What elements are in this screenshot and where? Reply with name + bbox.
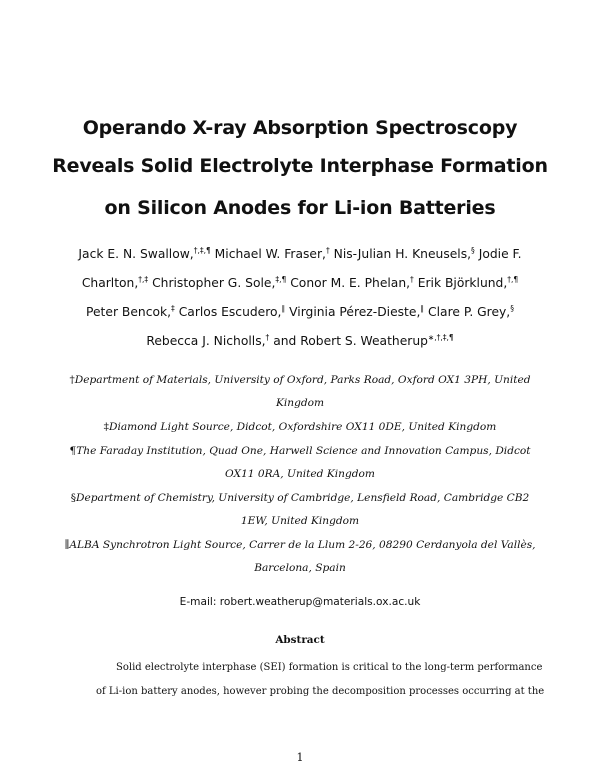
author-marks: ‡,¶ xyxy=(275,275,287,284)
author-marks: § xyxy=(471,246,475,255)
affiliation-mark: † xyxy=(69,374,75,386)
affiliation-text: Department of Chemistry, University of Cambridge, Lensfield Road, Cambridge CB2 xyxy=(76,492,530,504)
affiliation-alba-line-1 xyxy=(40,539,560,551)
author-name: Erik Björklund, xyxy=(417,276,508,290)
authors-line-1 xyxy=(0,246,600,261)
title-line-1: Operando X-ray Absorption Spectroscopy xyxy=(82,117,518,139)
author-name: Virginia Pérez-Dieste, xyxy=(289,305,421,319)
author-marks: † xyxy=(325,246,330,255)
affiliation-faraday-line-1 xyxy=(40,445,560,457)
author-marks: § xyxy=(510,304,514,313)
affiliation-cambridge-line-1 xyxy=(40,492,560,504)
authors-line-3 xyxy=(0,304,600,319)
abstract-heading: Abstract xyxy=(275,634,325,646)
page-number: 1 xyxy=(296,751,304,764)
author-marks: ∥ xyxy=(420,304,425,313)
author-name: and Robert S. Weatherup xyxy=(273,334,428,348)
affiliation-text: Department of Materials, University of Oxford, Parks Road, Oxford OX1 3PH, United xyxy=(74,374,531,386)
author-name: Christopher G. Sole, xyxy=(152,276,276,290)
author-name-part: Jodie F. xyxy=(478,247,522,261)
author-marks: †,‡,¶ xyxy=(193,246,211,255)
affiliation-cambridge-line-2: 1EW, United Kingdom xyxy=(240,515,360,527)
author-marks: † xyxy=(265,333,270,342)
author-name: Rebecca J. Nicholls, xyxy=(146,334,266,348)
affiliation-alba-line-2: Barcelona, Spain xyxy=(254,562,346,574)
affiliation-mark: § xyxy=(70,492,76,504)
title-line-2: Reveals Solid Electrolyte Interphase Formation xyxy=(52,155,548,177)
abstract-line-2: of Li-ion battery anodes, however probing the decomposition processes occurring at the xyxy=(96,686,545,697)
affiliation-text: The Faraday Institution, Quad One, Harwell Science and Innovation Campus, Didcot xyxy=(76,445,531,457)
author-name: Conor M. E. Phelan, xyxy=(290,276,411,290)
affiliation-text: Diamond Light Source, Didcot, Oxfordshire OX11 0DE, United Kingdom xyxy=(108,421,497,433)
author-name: Carlos Escudero, xyxy=(178,305,282,319)
affiliation-mark: ‡ xyxy=(103,421,109,433)
author-marks: †,¶ xyxy=(507,275,519,284)
affiliation-mark: ∥ xyxy=(64,539,70,551)
author-marks: ∗,†,‡,¶ xyxy=(427,333,454,342)
author-marks: †,‡ xyxy=(138,275,149,284)
author-name: Peter Bencok, xyxy=(86,305,172,319)
author-marks: ‡ xyxy=(171,304,175,313)
affiliation-oxford-line-1 xyxy=(40,374,560,386)
author-name: Jack E. N. Swallow, xyxy=(78,247,194,261)
affiliation-text: ALBA Synchrotron Light Source, Carrer de la Llum 2-26, 08290 Cerdanyola del Vallès, xyxy=(69,539,536,551)
affiliation-mark: ¶ xyxy=(69,445,77,457)
author-name: Michael W. Fraser, xyxy=(214,247,326,261)
authors-line-2 xyxy=(0,275,600,290)
authors-line-4 xyxy=(0,333,600,348)
author-name-part: Charlton, xyxy=(81,276,139,290)
author-name: Clare P. Grey, xyxy=(428,305,511,319)
author-marks: † xyxy=(410,275,414,284)
affiliation-diamond xyxy=(40,421,560,433)
author-marks: ∥ xyxy=(281,304,286,313)
affiliation-faraday-line-2: OX11 0RA, United Kingdom xyxy=(225,468,375,480)
author-name: Nis-Julian H. Kneusels, xyxy=(333,247,472,261)
email-address[interactable]: E-mail: robert.weatherup@materials.ox.ac.uk xyxy=(179,596,421,608)
abstract-line-1: Solid electrolyte interphase (SEI) formation is critical to the long-term performance xyxy=(116,662,543,673)
affiliation-oxford-line-2: Kingdom xyxy=(275,397,325,409)
title-line-3: on Silicon Anodes for Li-ion Batteries xyxy=(104,197,496,219)
